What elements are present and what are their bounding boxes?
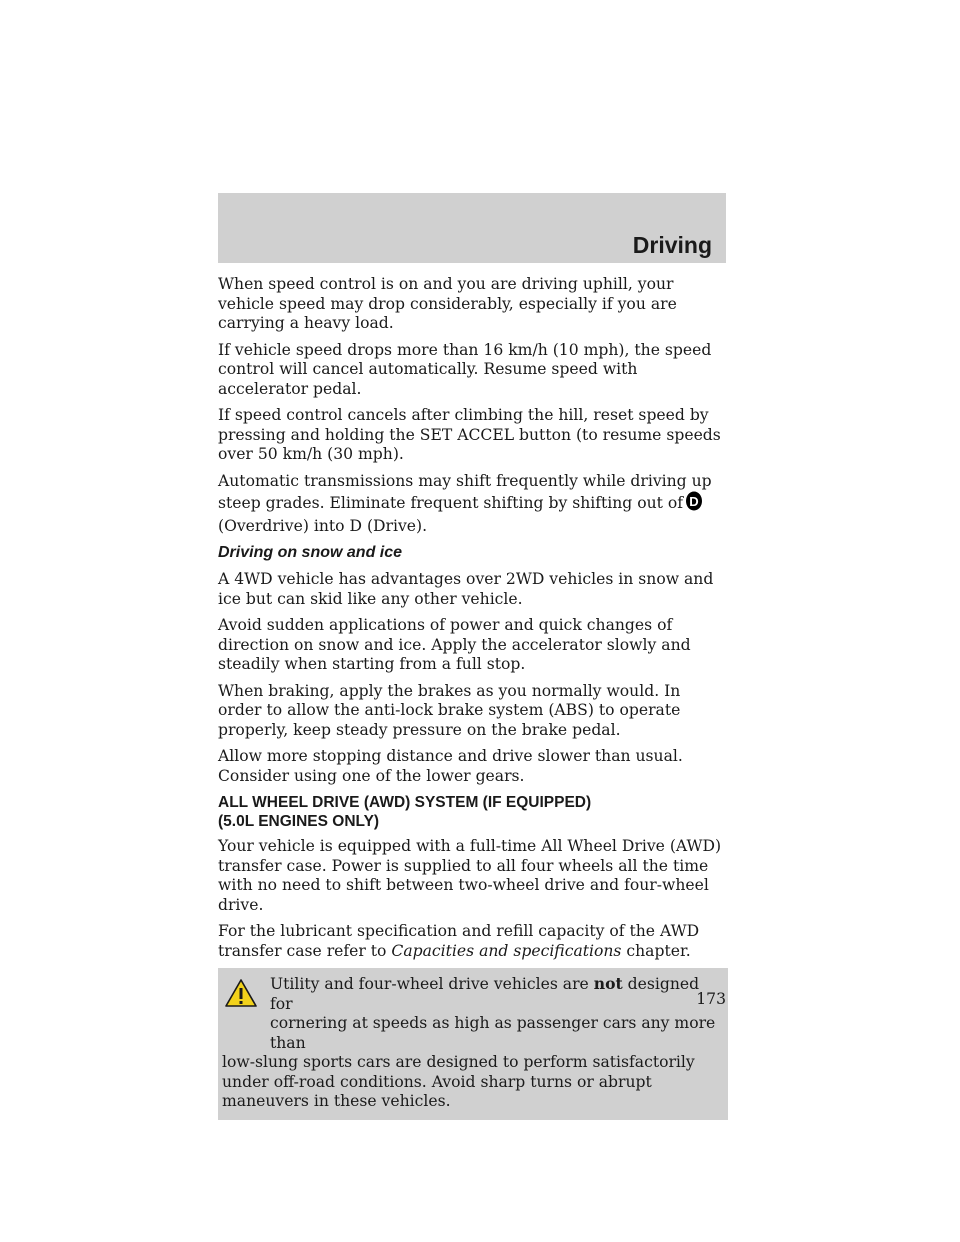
paragraph-lubricant (218, 922, 728, 961)
paragraph-overdrive-after: (Overdrive) into D (Drive). (218, 516, 428, 535)
paragraph-avoid-sudden: Avoid sudden applications of power and quick changes of direction on snow and ice. Apply the accelerator slowly and steadily when starting from a full stop. (218, 616, 691, 673)
capacities-reference: Capacities and specifications (391, 941, 622, 960)
paragraph-4wd-advantages: A 4WD vehicle has advantages over 2WD vehicles in snow and ice but can skid like any other vehicle. (218, 570, 714, 608)
overdrive-d-icon (685, 491, 703, 517)
heading-snow-ice: Driving on snow and ice (218, 544, 403, 561)
warning-line-1 (222, 974, 718, 1014)
paragraph-uphill: When speed control is on and you are driving uphill, your vehicle speed may drop considerably, especially if you are carrying a heavy load. (218, 275, 677, 332)
lubricant-after: chapter. (626, 941, 691, 960)
header-band (218, 193, 726, 263)
warning-triangle-icon (224, 978, 258, 1014)
svg-text:D: D (689, 494, 699, 509)
warning-not: not (593, 974, 623, 993)
page-content (218, 275, 728, 1120)
paragraph-braking: When braking, apply the brakes as you normally would. In order to allow the anti-lock brake system (ABS) to operate properly, keep steady pressure on the brake pedal. (218, 681, 681, 739)
paragraph-speed-drop: If vehicle speed drops more than 16 km/h (10 mph), the speed control will cancel automatically. Resume speed with accelerator pedal. (218, 340, 712, 398)
warning-text (222, 974, 718, 1112)
page-number: 173 (696, 990, 726, 1008)
warning-line-2: cornering at speeds as high as passenger cars any more than (270, 1014, 716, 1052)
warning-line1-before: Utility and four-wheel drive vehicles are (270, 975, 589, 993)
lubricant-before: For the lubricant specification and refill capacity of the AWD transfer case refer to (218, 922, 700, 960)
warning-rest: low-slung sports cars are designed to perform satisfactorily under off-road conditions. Avoid sharp turns or abrupt maneuvers in these vehicles. (222, 1053, 695, 1110)
page-title: Driving (632, 232, 712, 258)
paragraph-reset-speed: If speed control cancels after climbing the hill, reset speed by pressing and holding the SET ACCEL button (to resume speeds over 50 km/h (30 mph). (218, 406, 721, 463)
warning-line1-after: designed for (270, 975, 700, 1013)
paragraph-overdrive-before: Automatic transmissions may shift frequently while driving up steep grades. Eliminate frequent shifting by shifting out of (218, 471, 712, 512)
warning-box (218, 968, 728, 1120)
paragraph-overdrive (218, 472, 728, 537)
heading-awd-line2: (5.0L ENGINES ONLY) (218, 813, 380, 830)
paragraph-awd-transfer: Your vehicle is equipped with a full-time All Wheel Drive (AWD) transfer case. Power is supplied to all four wheels all the time with no need to shift between two-wheel drive and four-wheel drive. (218, 837, 722, 914)
heading-awd (218, 793, 728, 831)
heading-awd-line1: ALL WHEEL DRIVE (AWD) SYSTEM (IF EQUIPPED) (218, 794, 592, 811)
paragraph-stopping-distance: Allow more stopping distance and drive slower than usual. Consider using one of the lower gears. (218, 747, 683, 785)
